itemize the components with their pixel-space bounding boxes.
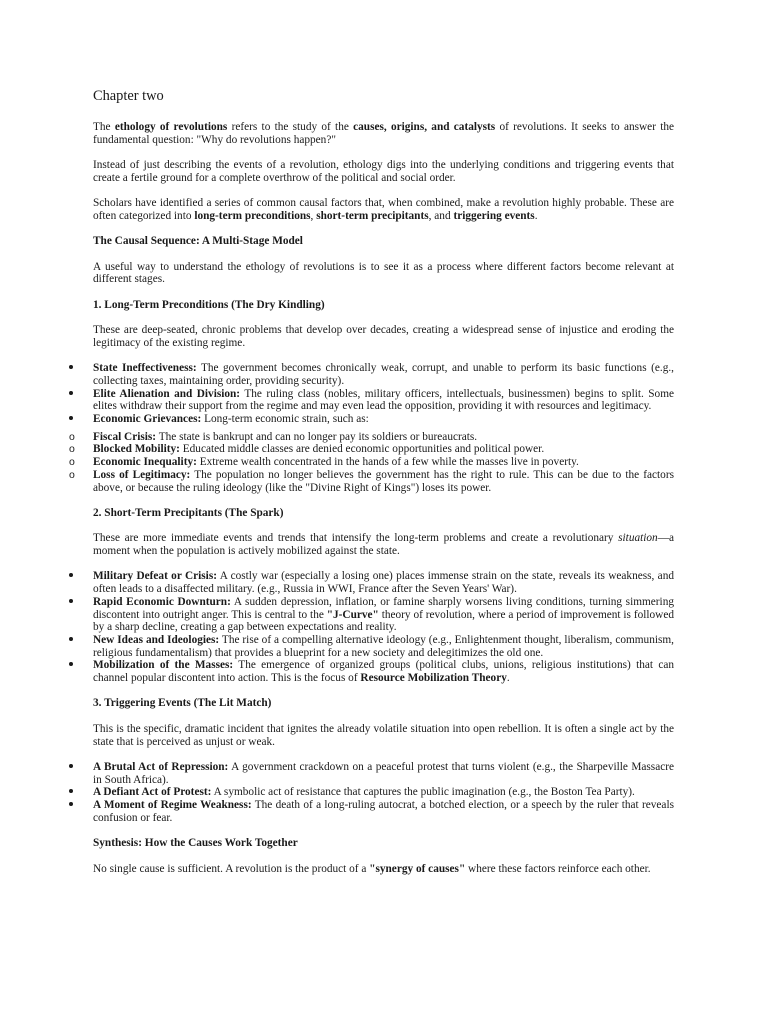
item-term: Fiscal Crisis: [93, 430, 157, 443]
item-text: A government crackdown on a peaceful protest that turns violent (e.g., the Sharpeville Massacre in South Africa). [93, 760, 674, 786]
text-span: Instead of just describing the events of a revolution, ethology digs into the underlying conditions and triggering events that create a fertile ground for a complete overthrow of the political and social order. [93, 159, 674, 184]
text-span: refers to the study of the [227, 121, 354, 133]
section-intro [93, 324, 674, 349]
bold-text: "synergy of causes" [369, 862, 466, 875]
item-text: The state is bankrupt and can no longer pay its soldiers or bureaucrats. [156, 430, 478, 443]
list-item [93, 659, 674, 684]
item-term: A Moment of Regime Weakness: [93, 799, 252, 812]
item-text: theory of revolution, where a period of improvement is followed by a sharp decline, creating a gap between expectations and reality. [93, 608, 674, 634]
bullet-icon [69, 413, 77, 426]
list-item [93, 799, 674, 824]
intro-paragraph [93, 159, 674, 184]
bullet-dot [69, 573, 73, 577]
item-text: A sudden depression, inflation, or famine sharply worsens living conditions, turning simmering discontent into outright anger. This is central to the [93, 595, 674, 621]
bullet-icon [69, 634, 77, 647]
list-item [93, 761, 674, 786]
bullet-icon [69, 761, 77, 774]
bullet-dot [69, 662, 73, 666]
text-span: These are more immediate events and trends that intensify the long-term problems and create a revolutionary [93, 532, 619, 545]
model-heading: The Causal Sequence: A Multi-Stage Model [93, 235, 303, 248]
bold-text: causes, origins, and catalysts [353, 121, 496, 133]
bullet-dot [69, 637, 73, 641]
bold-text: long-term preconditions [194, 209, 311, 222]
model-text: A useful way to understand the ethology of revolutions is to see it as a process where different factors become relevant at different stages. [93, 260, 674, 286]
italic-text: situation [618, 532, 658, 545]
bullet-dot [69, 789, 73, 793]
item-term: New Ideas and Ideologies: [93, 633, 220, 646]
intro-paragraph [93, 197, 674, 222]
item-text: Educated middle classes are denied economic opportunities and political power. [179, 443, 545, 456]
item-text: Long-term economic strain, such as: [201, 413, 369, 426]
bullet-icon [69, 786, 77, 799]
circle-bullet-icon: o [69, 456, 75, 469]
chapter-title: Chapter two [93, 88, 164, 104]
item-text: The death of a long-ruling autocrat, a botched election, or a speech by the ruler that reveals confusion or fear. [93, 799, 674, 824]
text-span: , [310, 209, 317, 222]
text-span: Scholars have identified a series of common causal factors that, when combined, make a revolution highly probable. These are often categorized into [93, 197, 674, 222]
bullet-list [93, 362, 674, 426]
synthesis-heading: Synthesis: How the Causes Work Together [93, 837, 298, 850]
section-heading: 1. Long-Term Preconditions (The Dry Kindling) [93, 298, 325, 311]
item-text: The ruling class (nobles, military officers, intellectuals, businessmen) begins to split. Some elites withdraw their support from the regime and may even lead the opposition, providing it with resources and legitimacy. [93, 387, 674, 413]
intro-block [93, 121, 674, 223]
list-item [93, 786, 674, 799]
item-term: Economic Grievances: [93, 413, 202, 426]
sections-container [69, 298, 674, 825]
item-text: A symbolic act of resistance that captures the public imagination (e.g., the Boston Tea Party). [211, 786, 635, 799]
sub-bullet-list [69, 430, 674, 495]
text-span: of revolutions. It seeks to answer the fundamental question: "Why do revolutions happen?" [93, 121, 675, 146]
item-term: A Defiant Act of Protest: [93, 786, 212, 799]
item-text: Extreme wealth concentrated in the hands of a few while the masses live in poverty. [196, 456, 579, 469]
list-item [93, 362, 674, 387]
text-span: . [534, 209, 538, 222]
section-intro [93, 723, 674, 748]
item-term: State Ineffectiveness: [93, 362, 197, 375]
section-heading: 2. Short-Term Precipitants (The Spark) [93, 506, 284, 519]
sub-list-item [69, 443, 674, 456]
text-span: This is the specific, dramatic incident that ignites the already volatile situation into open rebellion. It is often a single act by the state that is perceived as unjust or weak. [93, 722, 674, 748]
item-term: Mobilization of the Masses: [93, 659, 234, 672]
intro-paragraph [93, 121, 674, 146]
bold-text: ethology of revolutions [114, 121, 228, 133]
item-term: Elite Alienation and Division: [93, 387, 241, 400]
bullet-dot [69, 416, 73, 420]
bullet-dot [69, 599, 73, 603]
item-term: Loss of Legitimacy: [93, 468, 191, 481]
item-bold: Resource Mobilization Theory [360, 672, 507, 685]
text-span: , and [428, 209, 454, 222]
list-item [93, 413, 674, 426]
text-span: No single cause is sufficient. A revolution is the product of a [93, 862, 370, 875]
bullet-list [93, 761, 674, 825]
document-page [69, 88, 675, 888]
list-item [93, 388, 674, 413]
synthesis-text [93, 863, 674, 876]
bold-text: short-term precipitants [316, 209, 429, 222]
bullet-icon [69, 362, 77, 375]
circle-bullet-icon: o [69, 443, 75, 456]
item-term: Blocked Mobility: [93, 443, 180, 456]
item-text: . [506, 672, 510, 685]
item-text: The population no longer believes the government has the right to rule. This can be due to the factors above, or because the ruling ideology (like the "Divine Right of Kings") loses its power. [93, 468, 674, 494]
bullet-dot [69, 764, 73, 768]
item-bold: "J-Curve" [326, 608, 379, 621]
list-item [93, 596, 674, 634]
item-term: Military Defeat or Crisis: [93, 570, 217, 583]
list-item [93, 570, 674, 595]
item-term: Economic Inequality: [93, 456, 197, 469]
circle-bullet-icon: o [69, 468, 75, 481]
text-span: These are deep-seated, chronic problems that develop over decades, creating a widespread sense of injustice and eroding the legitimacy of the existing regime. [93, 324, 674, 349]
section-heading: 3. Triggering Events (The Lit Match) [93, 697, 272, 710]
bullet-icon [69, 596, 77, 609]
item-text: The rise of a compelling alternative ideology (e.g., Enlightenment thought, liberalism, communism, religious fundamentalism) that provides a blueprint for a new society and delegitimizes the old one. [93, 633, 674, 659]
sub-list-item [69, 430, 674, 444]
bullet-icon [69, 799, 77, 812]
sub-list-item [69, 456, 674, 469]
bullet-icon [69, 388, 77, 401]
sub-list-item [69, 468, 674, 494]
item-text: The emergence of organized groups (political clubs, unions, religious institutions) that can channel popular discontent into action. This is the focus of [93, 659, 674, 685]
item-text: A costly war (especially a losing one) places immense strain on the state, reveals its weakness, and often leads to a disaffected military. (e.g., Russia in WWI, France after the Seven Years' War). [93, 570, 674, 596]
item-text: The government becomes chronically weak, corrupt, and unable to perform its basic functions (e.g., collecting taxes, maintaining order, providing security). [93, 362, 674, 387]
section-intro [93, 532, 674, 557]
text-span: The [93, 121, 115, 133]
bullet-icon [69, 659, 77, 672]
list-item [93, 634, 674, 659]
bullet-dot [69, 365, 73, 369]
bold-text: triggering events [453, 209, 535, 222]
item-term: Rapid Economic Downturn: [93, 595, 231, 608]
bullet-icon [69, 570, 77, 583]
bullet-dot [69, 391, 73, 395]
text-span: —a moment when the population is actively mobilized against the state. [93, 532, 674, 558]
bullet-list [93, 570, 674, 684]
bullet-dot [69, 802, 73, 806]
circle-bullet-icon: o [69, 430, 75, 443]
item-term: A Brutal Act of Repression: [93, 760, 229, 773]
text-span: where these factors reinforce each other. [465, 862, 651, 875]
